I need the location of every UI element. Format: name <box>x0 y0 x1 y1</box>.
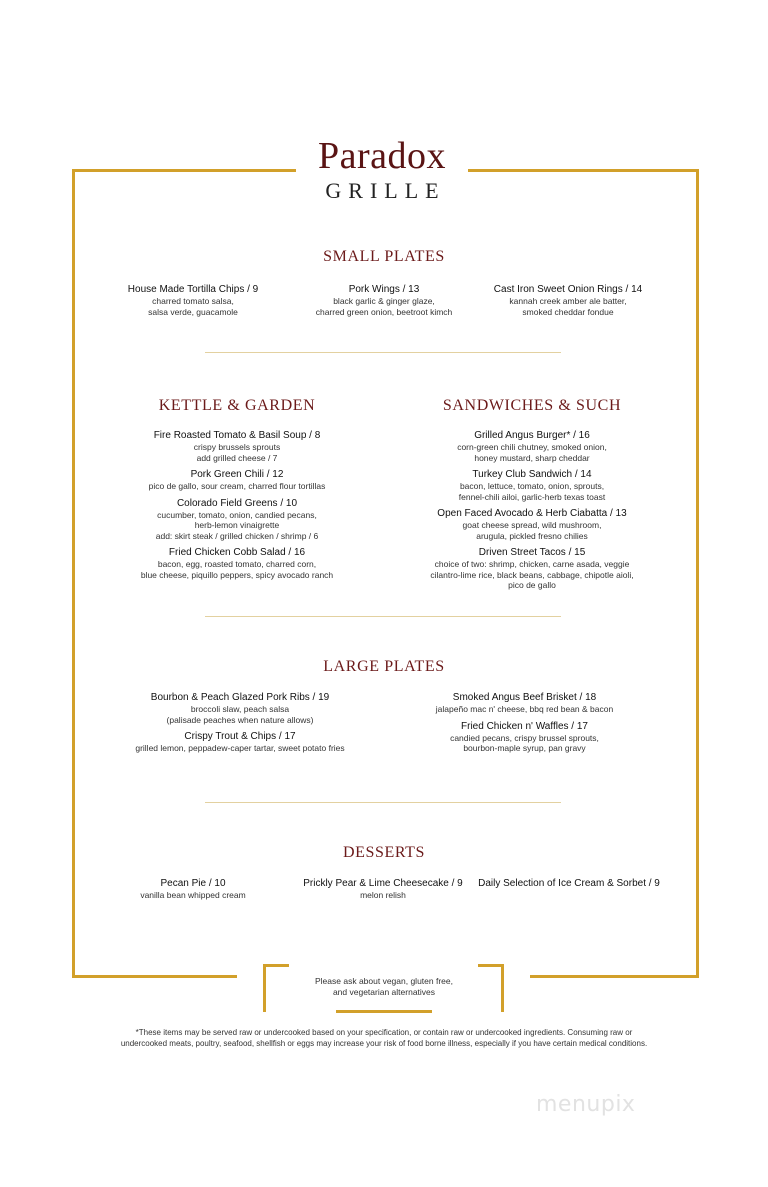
item-desc: cilantro-lime rice, black beans, cabbage, chipotle aioli, <box>430 569 634 580</box>
menu-item <box>478 284 658 317</box>
menu-item <box>402 692 647 715</box>
item-desc: honey mustard, sharp cheddar <box>474 452 590 463</box>
item-name: Smoked Angus Beef Brisket / 18 <box>452 692 597 703</box>
item-desc: salsa verde, guacamole <box>148 306 238 317</box>
divider <box>205 616 561 617</box>
item-name: Driven Street Tacos / 15 <box>478 547 586 558</box>
item-desc: (palisade peaches when nature allows) <box>166 714 314 725</box>
note-line: Please ask about vegan, gluten free, <box>315 976 453 986</box>
item-desc: bourbon-maple syrup, pan gravy <box>463 743 586 753</box>
frame-right <box>696 169 699 978</box>
menu-item <box>103 878 283 901</box>
item-desc: choice of two: shrimp, chicken, carne asada, veggie <box>434 559 630 569</box>
item-desc: add: skirt steak / grilled chicken / shrimp / 6 <box>155 530 319 541</box>
menu-item <box>112 547 362 580</box>
item-desc: melon relish <box>360 890 406 900</box>
item-desc: black garlic & ginger glaze, <box>333 296 435 306</box>
section-title-desserts: DESSERTS <box>342 844 426 861</box>
frame-bottom-right <box>530 975 699 978</box>
item-name: Grilled Angus Burger* / 16 <box>474 430 590 441</box>
item-name: Fried Chicken Cobb Salad / 16 <box>168 547 306 558</box>
item-desc: pico de gallo, sour cream, charred flour tortillas <box>148 481 326 491</box>
item-desc: grilled lemon, peppadew-caper tartar, sweet potato fries <box>135 743 345 753</box>
item-name: Colorado Field Greens / 10 <box>176 497 298 509</box>
item-desc: charred tomato salsa, <box>152 296 234 306</box>
disclaimer-line: *These items may be served raw or undercooked based on your specification, or contain raw or undercooked ingredients. Consuming raw or <box>135 1028 633 1037</box>
item-name: Turkey Club Sandwich / 14 <box>472 469 592 480</box>
large-plates-left <box>112 692 368 760</box>
item-name: Daily Selection of Ice Cream & Sorbet / 9 <box>478 878 660 889</box>
menu-item <box>112 731 368 754</box>
section-title-small-plates: SMALL PLATES <box>323 248 445 265</box>
menu-item <box>474 878 664 890</box>
menu-item <box>402 508 662 541</box>
item-desc: herb-lemon vinaigrette <box>194 520 280 530</box>
item-desc: bacon, lettuce, tomato, onion, sprouts, <box>459 481 605 491</box>
item-desc: corn-green chili chutney, smoked onion, <box>457 442 607 452</box>
frame-left <box>72 169 75 978</box>
item-name: Bourbon & Peach Glazed Pork Ribs / 19 <box>150 692 330 703</box>
item-desc: bacon, egg, roasted tomato, charred corn, <box>157 559 317 569</box>
item-desc: pico de gallo <box>508 580 556 590</box>
menu-item <box>288 878 478 901</box>
item-desc: broccoli slaw, peach salsa <box>190 704 290 714</box>
kettle-garden-list <box>112 430 362 586</box>
section-title-large-plates: LARGE PLATES <box>323 658 445 675</box>
menu-item <box>402 547 662 591</box>
item-desc: fennel-chili ailoi, garlic-herb texas toast <box>458 491 606 502</box>
section-title-sandwiches: SANDWICHES & SUCH <box>442 397 622 414</box>
divider <box>205 352 561 353</box>
disclaimer <box>20 1028 748 1049</box>
frame-bottom-left <box>72 975 237 978</box>
item-desc: blue cheese, piquillo peppers, spicy avocado ranch <box>140 569 334 580</box>
menu-item <box>112 430 362 463</box>
note-bracket-right-side <box>501 964 504 1012</box>
item-desc: goat cheese spread, wild mushroom, <box>462 520 602 530</box>
menu-item <box>402 469 662 502</box>
note-underline <box>336 1010 432 1013</box>
item-desc: smoked cheddar fondue <box>522 306 614 317</box>
large-plates-right <box>402 692 647 760</box>
note-line: and vegetarian alternatives <box>332 987 436 997</box>
note-bracket-left-side <box>263 964 266 1012</box>
menu-item <box>112 469 362 492</box>
item-desc: arugula, pickled fresno chilies <box>476 530 588 541</box>
dietary-note <box>284 976 484 998</box>
item-desc: add grilled cheese / 7 <box>196 452 278 463</box>
menu-item <box>103 284 283 317</box>
item-name: Pecan Pie / 10 <box>160 878 226 889</box>
brand-block <box>296 134 468 204</box>
disclaimer-line: undercooked meats, poultry, seafood, shellfish or eggs may increase your risk of food borne illness, especially if you have certain medical conditions. <box>120 1038 648 1048</box>
item-name: Fried Chicken n' Waffles / 17 <box>461 720 588 732</box>
menu-item <box>402 430 662 463</box>
item-name: Fire Roasted Tomato & Basil Soup / 8 <box>153 430 321 441</box>
item-desc: charred green onion, beetroot kimch <box>315 306 453 317</box>
frame-top-left <box>72 169 296 172</box>
brand-name: Paradox <box>317 135 447 177</box>
brand-subtitle: GRILLE <box>325 178 446 203</box>
section-title-kettle-garden: KETTLE & GARDEN <box>158 397 316 414</box>
item-desc: candied pecans, crispy brussel sprouts, <box>450 732 599 743</box>
frame-top-right <box>468 169 699 172</box>
item-desc: crispy brussels sprouts <box>193 442 281 452</box>
item-name: House Made Tortilla Chips / 9 <box>127 284 259 295</box>
item-name: Cast Iron Sweet Onion Rings / 14 <box>493 284 643 295</box>
menu-item <box>284 284 484 317</box>
menu-item <box>112 498 362 542</box>
item-desc: kannah creek amber ale batter, <box>509 296 627 306</box>
item-desc: vanilla bean whipped cream <box>140 890 246 900</box>
item-name: Pork Wings / 13 <box>348 284 420 295</box>
divider <box>205 802 561 803</box>
note-bracket-left-top <box>263 964 289 967</box>
item-name: Prickly Pear & Lime Cheesecake / 9 <box>303 878 463 889</box>
item-desc: cucumber, tomato, onion, candied pecans, <box>157 509 317 520</box>
menu-item <box>402 721 647 754</box>
item-name: Open Faced Avocado & Herb Ciabatta / 13 <box>437 508 627 519</box>
item-desc: jalapeño mac n' cheese, bbq red bean & bacon <box>435 704 614 714</box>
item-name: Crispy Trout & Chips / 17 <box>184 731 296 742</box>
watermark-logo: menupix <box>536 1092 636 1117</box>
sandwiches-list <box>402 430 662 597</box>
item-name: Pork Green Chili / 12 <box>190 469 284 480</box>
menu-item <box>112 692 368 725</box>
